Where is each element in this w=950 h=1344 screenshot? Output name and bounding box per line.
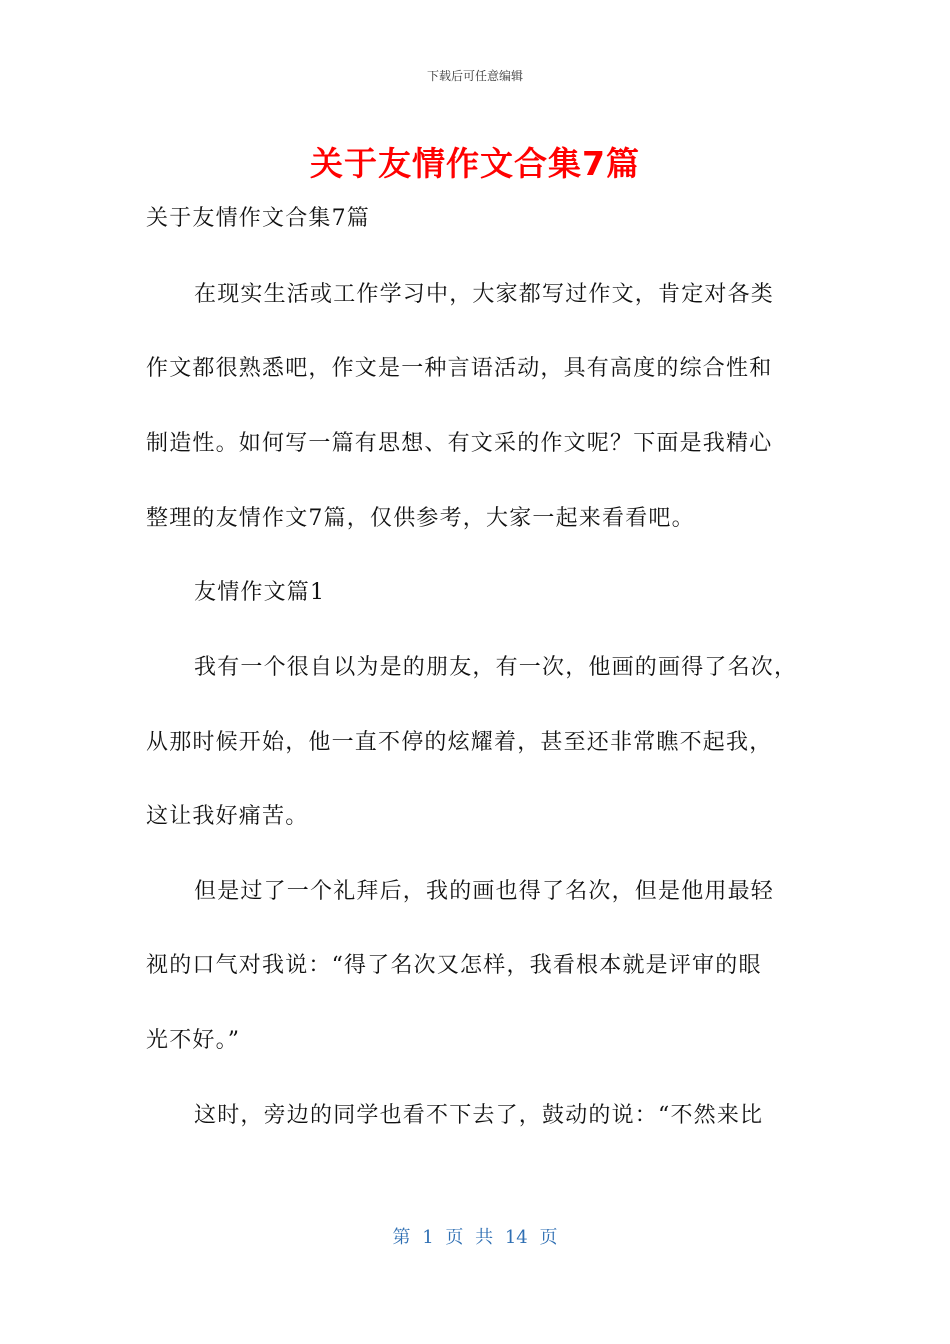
section-heading: 友情作文篇1 xyxy=(194,580,326,605)
paragraph-line: 作文都很熟悉吧，作文是一种言语活动，具有高度的综合性和 xyxy=(146,356,773,381)
paragraph-line: 这时，旁边的同学也看不下去了，鼓动的说：“不然来比 xyxy=(194,1103,764,1128)
paragraph-line: 但是过了一个礼拜后，我的画也得了名次，但是他用最轻 xyxy=(194,879,775,904)
page-indicator: 第 1 页 共 14 页 xyxy=(392,1227,558,1248)
header-note: 下载后可任意编辑 xyxy=(426,69,523,83)
document-subtitle: 关于友情作文合集7篇 xyxy=(146,206,370,231)
paragraph-line: 整理的友情作文7篇，仅供参考，大家一起来看看吧。 xyxy=(146,506,695,531)
document-title: 关于友情作文合集7篇 xyxy=(310,144,640,183)
paragraph-line: 光不好。” xyxy=(146,1028,241,1053)
paragraph-line: 视的口气对我说：“得了名次又怎样，我看根本就是评审的眼 xyxy=(146,953,762,978)
paragraph-line: 从那时候开始，他一直不停的炫耀着，甚至还非常瞧不起我， xyxy=(146,730,773,755)
paragraph-line: 我有一个很自以为是的朋友，有一次，他画的画得了名次， xyxy=(194,655,798,680)
paragraph-line: 制造性。如何写一篇有思想、有文采的作文呢？下面是我精心 xyxy=(146,431,773,456)
paragraph-line: 这让我好痛苦。 xyxy=(146,804,309,829)
paragraph-line: 在现实生活或工作学习中，大家都写过作文，肯定对各类 xyxy=(194,282,775,307)
